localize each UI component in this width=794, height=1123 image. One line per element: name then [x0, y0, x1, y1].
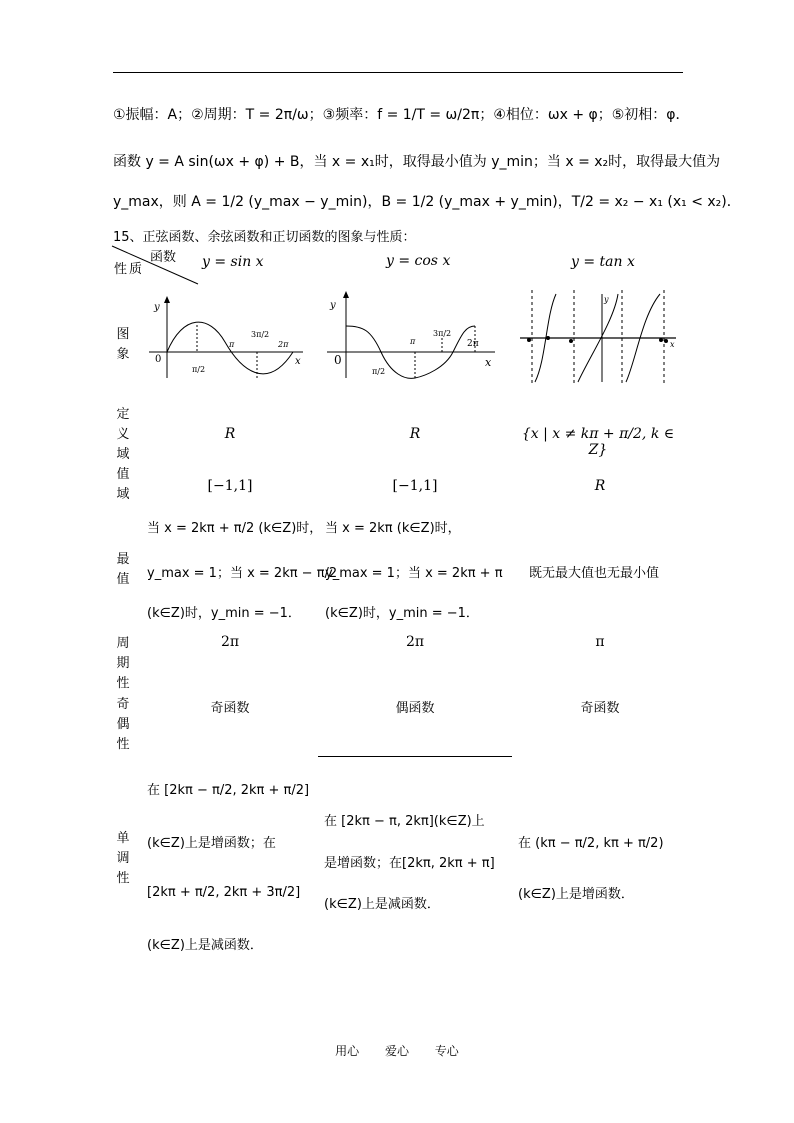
sin-tick-pi: π	[229, 340, 235, 349]
period-cos: 2π	[405, 634, 425, 650]
cos-origin: 0	[334, 353, 342, 367]
extremum-cos-line-3: (k∈Z)时，y_min = −1．	[325, 606, 479, 621]
tan-x-label: x	[670, 340, 675, 349]
header-tan: y = tan x	[571, 254, 635, 270]
corner-top-label: 函数	[150, 250, 177, 265]
cos-tick-half-pi: π/2	[372, 367, 386, 376]
page-footer: 用心 爱心 专心	[335, 1044, 459, 1058]
domain-tan: {x | x ≠ kπ + π/2, k ∈ Z}	[521, 426, 675, 458]
monotonic-tan-line-2: (k∈Z)上是增函数．	[518, 887, 634, 902]
tan-y-label: y	[604, 295, 609, 304]
monotonic-tan-line-1: 在 (kπ − π/2, kπ + π/2)	[518, 836, 664, 851]
intro-line-3: y_max，则 A = 1/2 (y_max − y_min)，B = 1/2 (y_max + y_min)，T/2 = x₂ − x₁ (x₁ < x₂)．	[113, 194, 741, 210]
extremum-cos-line-1: 当 x = 2kπ (k∈Z)时，	[325, 521, 461, 536]
sin-graph	[145, 292, 305, 384]
sin-origin: 0	[155, 354, 162, 365]
parity-tan: 奇函数	[580, 701, 620, 716]
sin-x-label: x	[295, 356, 301, 367]
header-sin: y = sin x	[202, 254, 264, 270]
range-tan: R	[594, 478, 606, 494]
cos-graph	[325, 288, 500, 386]
row-label-domain: 定义域	[116, 407, 130, 462]
sin-tick-half-pi: π/2	[192, 365, 206, 374]
parity-rule	[318, 756, 512, 757]
tan-graph	[518, 290, 678, 384]
section-title: 15、正弦函数、余弦函数和正切函数的图象与性质：	[113, 230, 416, 245]
cos-x-label: x	[485, 356, 492, 369]
range-sin: [−1,1]	[207, 478, 253, 494]
period-tan: π	[595, 634, 605, 650]
header-cos: y = cos x	[386, 253, 451, 269]
domain-sin: R	[224, 426, 236, 442]
cos-tick-3half-pi: 3π/2	[433, 329, 452, 338]
cos-tick-2pi: 2π	[467, 339, 479, 349]
row-label-range: 值域	[116, 467, 130, 502]
monotonic-cos-line-2: 是增函数；在[2kπ, 2kπ + π]	[324, 856, 495, 871]
extremum-sin-line-1: 当 x = 2kπ + π/2 (k∈Z)时，	[147, 521, 323, 536]
range-cos: [−1,1]	[392, 478, 438, 494]
cos-y-label: y	[330, 300, 336, 311]
cos-tick-pi: π	[410, 337, 416, 346]
extremum-cos-line-2: y_max = 1；当 x = 2kπ + π	[325, 566, 503, 581]
row-label-graph: 图象	[116, 327, 130, 362]
monotonic-sin-line-4: (k∈Z)上是减函数．	[147, 938, 263, 953]
header-rule	[113, 72, 683, 73]
monotonic-cos-line-3: (k∈Z)上是减函数．	[324, 897, 440, 912]
extremum-tan: 既无最大值也无最小值	[529, 566, 660, 581]
monotonic-sin-line-2: (k∈Z)上是增函数；在	[147, 836, 276, 851]
period-sin: 2π	[220, 634, 240, 650]
domain-cos: R	[409, 426, 421, 442]
intro-line-2: 函数 y = A sin(ωx + φ) + B，当 x = x₁时，取得最小值为 y_min；当 x = x₂时，取得最大值为	[113, 154, 721, 170]
row-label-parity: 奇偶性	[116, 697, 130, 752]
monotonic-sin-line-1: 在 [2kπ − π/2, 2kπ + π/2]	[147, 783, 310, 798]
extremum-sin-line-2: y_max = 1；当 x = 2kπ − π/2	[147, 566, 338, 581]
monotonic-sin-line-3: [2kπ + π/2, 2kπ + 3π/2]	[147, 885, 301, 900]
parity-sin: 奇函数	[210, 701, 250, 716]
row-label-period: 周期性	[116, 636, 130, 691]
row-label-monotonic: 单调性	[116, 831, 130, 886]
row-label-extremum: 最值	[116, 552, 130, 587]
corner-bottom-label: 性质	[114, 262, 145, 277]
extremum-sin-line-3: (k∈Z)时，y_min = −1．	[147, 606, 301, 621]
sin-tick-2pi: 2π	[278, 340, 289, 349]
parity-cos: 偶函数	[395, 701, 435, 716]
intro-line-1: ①振幅：A；②周期：T = 2π/ω；③频率：f = 1/T = ω/2π；④相位：ωx + φ；⑤初相：φ．	[113, 107, 690, 123]
sin-y-label: y	[154, 302, 160, 313]
monotonic-cos-line-1: 在 [2kπ − π, 2kπ](k∈Z)上	[324, 814, 485, 829]
sin-tick-3half-pi: 3π/2	[251, 330, 270, 339]
